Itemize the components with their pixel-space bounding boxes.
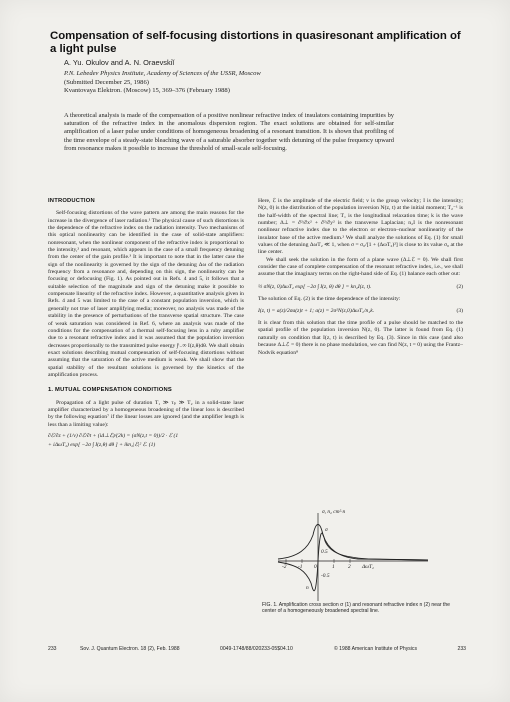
article-title: Compensation of self-focusing distortions in quasiresonant amplification of a light pulse (50, 30, 461, 55)
equation-2-number: (2) (456, 283, 463, 290)
figure-y-label: σ, n₂ cm²·n (322, 509, 346, 515)
value-label: -0.5 (321, 573, 330, 579)
intro-paragraph: Self-focusing distortions of the wave pattern are among the main reasons for the increase in the divergence of laser radiation.¹ The physical cause of such distortions is the dependence of the refractive index on the radiation intensity. Two mechanisms of this optical nonlinearity can be identified in the case of solid-state amplifiers: nonresonant, when the nonlinear component of the refractive index is proportional to the intensity,² and resonant, which appears in the case of a small frequency detuning from the center of the gain profile.³ It is important to note that in the latter case the sign of the nonlinearity is governed by the sign of the detuning Δω of the radiation frequency from a resonance and, depending on this sign, the nonlinearity can be focusing or defocusing (Fig. 1). As pointed out in Refs. 4 and 5, it follows that a suitable selection of the magnitude and sign of the detuning make it possible to compensate linearity of the refractive index. However, a quantitative analysis given in Refs. 4 and 5 was limited to the case of a constant population inversion, which is generally not true of laser amplifying media; moreover, no analysis was made of the stability in the presence of perturbations of the transverse spatial structure. The case of weak saturation was considered in Ref. 6, where an analysis was made of the conditions for the compensation of a thermal self-focusing lens in a ruby amplifier due to a resonant refractive index and it was assumed that the population inversion decreases proportionally to the transmitted pulse energy ∫ᵗ₋∞ I(z,θ)dθ. We shall obtain exact solutions describing mutual compensation of self-focusing distortions without assuming that the saturation of the active medium is weak. We shall show that the spatial stability of the resultant solutions is governed by the kinetics of the amplification process. (48, 210, 244, 378)
journal-reference: Kvantovaya Elektron. (Moscow) 15, 369–376 (February 1988) (64, 87, 230, 95)
tick-label: 2 (348, 564, 351, 570)
journal-citation: Sov. J. Quantum Electron. 18 (2), Feb. 1988 (80, 646, 180, 652)
figure-1-plot (258, 505, 463, 605)
right-paragraph-4: It is clear from this solution that the time profile of a pulse should be matched to the spatial profile of the population inversion N(z, 0). The latter is found from Eq. (1) naturally on condition that I(z, t) is described by Eq. (3). Since in this case (and also because Δ⊥ℰ = 0) there is no phase modulation, we can find N(z, t = 0) using the Frantz–Nodvik equation⁸ (258, 320, 463, 356)
institution: P.N. Lebedev Physics Institute, Academy of Sciences of the USSR, Moscow (64, 70, 261, 77)
submitted-date: (Submitted December 25, 1986) (64, 78, 149, 86)
equation-1-line-2: + iΔωT₂) exp[ −2σ ∫ I(z,θ) dθ ] + ikn₂|ℰ|² ℰ. (1) (48, 441, 156, 448)
page-number-left: 233 (48, 646, 57, 652)
right-column (258, 198, 463, 357)
figure-1-caption: FIG. 1. Amplification cross section σ (1) and resonant refractive index n (2) near the center of a homogeneously broadened spectral line. (262, 602, 451, 615)
equation-1-line-1: ∂ℰ/∂z + (1/v) ∂ℰ/∂t + (iΔ⊥ℰ)/(2k) = (σN(z,t = 0))/2 · ℰ (1 (48, 432, 179, 439)
copyright: © 1988 American Institute of Physics (334, 646, 418, 652)
equation-2-body: ½ σN(z, 0)ΔωT₂ exp[ −2σ ∫ I(z, θ) dθ ] = kn₂I(z, t). (258, 283, 372, 290)
figure-1 (258, 505, 463, 635)
tick-label: -1 (298, 564, 303, 570)
x-axis-label: ΔωT₂ (362, 564, 374, 570)
right-paragraph-1: Here, ℰ is the amplitude of the electric field; v is the group velocity; I is the intensity; N(z, 0) is the distribution of the population inversion N(z, t) at the initial moment; T₂⁻¹ is the half-width of the spectral line; T₁ is the longitudinal relaxation time; k is the wave number; Δ⊥ = ∂²/∂x² + ∂²/∂y² is the transverse Laplacian; n₂I is the nonresonant nonlinear refractive index due to the electron or electron–nuclear nonlinearity of the insulator base of the active medium.² We shall analyze the solutions of Eq. (1) for small values of the detuning ΔωT₂ ≪ 1, when σ = σ₀/[1 + (ΔωT₂)²] is close to its value σ₀ at the line center. (258, 198, 463, 256)
article-meta (64, 70, 261, 96)
value-label: 0.5 (321, 549, 328, 555)
article-code: 0049-1748/88/020233-05$04.10 (220, 646, 293, 652)
refractive-index-curve (278, 533, 428, 591)
equation-3 (258, 307, 463, 316)
right-paragraph-2: We shall seek the solution in the form of a plane wave (Δ⊥ℰ = 0). We shall first consider the case of complete compensation of the resonant refractive index, i.e., we shall assume that the imaginary terms on the right-hand side of Eq. (1) balance each other out: (258, 256, 463, 278)
tick-label: 1 (332, 564, 335, 570)
equation-2 (258, 283, 463, 292)
section1-paragraph: Propagation of a light pulse of duration T₁ ≫ τₚ ≫ T₂ in a solid-state laser amplifier characterized by a homogeneous broadening of the linear loss is described by the following equation⁷ if the linear losses are ignored (and the amplifier length is less than a limiting value): (48, 399, 244, 428)
authors: A. Yu. Okulov and A. N. Oraevskiĭ (64, 58, 175, 67)
curve-label-sigma: σ (325, 527, 328, 533)
abstract: A theoretical analysis is made of the compensation of a positive nonlinear refractive index of insulators containing impurities by saturation of the refractive index in the anomalous dispersion region. The exact solutions are obtained for self-similar amplification of a laser pulse under conditions of homogeneous broadening of a resonant transition. It is shown that profiling of the time envelope of a steady-state bleaching wave of a saturable absorber together with detuning of the pulse frequency upward from resonance makes it possible to increase the threshold of small-scale self-focusing. (64, 112, 394, 152)
section-heading-compensation: 1. MUTUAL COMPENSATION CONDITIONS (48, 387, 172, 394)
curve-label-n: n (306, 585, 309, 591)
right-paragraph-3: The solution of Eq. (2) is the time dependence of the intensity: (258, 295, 401, 302)
tick-label: 0 (314, 564, 317, 570)
absorption-curve (278, 525, 428, 561)
tick-label: -2 (282, 564, 287, 570)
equation-3-body: I(z, t) = a(z)/2σa(z)t + 1; a(z) = 2σ²N(z,0)ΔωT₂/n₂k. (258, 308, 375, 315)
equation-3-number: (3) (456, 308, 463, 315)
page-number-right: 233 (457, 646, 466, 652)
section-heading-introduction: INTRODUCTION (48, 198, 95, 204)
left-column (48, 198, 244, 450)
